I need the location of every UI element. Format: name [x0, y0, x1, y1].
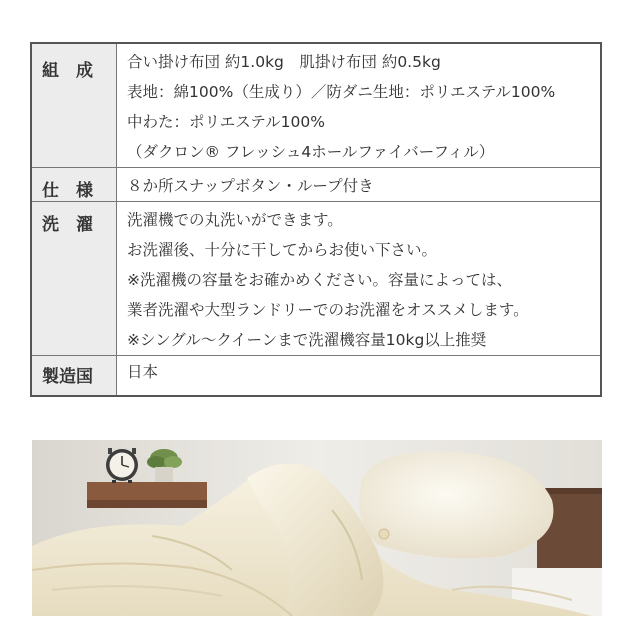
- composition-line-filling: 中わた：ポリエステル100%: [127, 113, 325, 131]
- spec-table: [30, 42, 602, 397]
- composition-line-fiber: （ダクロン® フレッシュ4ホールファイバーフィル）: [127, 143, 495, 161]
- spec-label-cell: [31, 202, 117, 356]
- washing-line: お洗濯後、十分に干してからお使い下さい。: [127, 241, 438, 259]
- spec-value-cell: [117, 202, 602, 356]
- composition-line-weights: 合い掛け布団 約1.0kg 肌掛け布団 約0.5kg: [127, 53, 441, 71]
- spec-label-cell: [31, 356, 117, 397]
- bedroom-duvet-illustration: [32, 440, 602, 616]
- spec-label-origin: 製造国: [42, 367, 93, 387]
- spec-label-composition: 組 成: [42, 61, 93, 81]
- spec-row-origin: [31, 356, 601, 397]
- snap-button: [379, 529, 389, 539]
- spec-label-washing: 洗 濯: [42, 215, 93, 235]
- washing-line: ※洗濯機の容量をお確かめください。容量によっては、: [127, 271, 512, 289]
- product-photo: [32, 440, 602, 616]
- spec-label-specification: 仕 様: [42, 181, 93, 201]
- spec-row-washing: [31, 202, 601, 356]
- composition-line-fabric: 表地：綿100%（生成り）／防ダニ生地：ポリエステル100%: [127, 83, 556, 101]
- nightstand: [87, 482, 207, 508]
- spec-value-cell: [117, 168, 602, 202]
- spec-label-cell: [31, 43, 117, 168]
- washing-line: 業者洗濯や大型ランドリーでのお洗濯をオススメします。: [127, 301, 529, 319]
- washing-line: 洗濯機での丸洗いができます。: [127, 211, 343, 229]
- spec-row-specification: [31, 168, 601, 202]
- spec-row-composition: [31, 43, 601, 168]
- washing-line: ※シングル～クイーンまで洗濯機容量10kg以上推奨: [127, 331, 487, 349]
- origin-line: 日本: [127, 363, 159, 381]
- spec-value-cell: [117, 43, 602, 168]
- spec-value-cell: [117, 356, 602, 397]
- specification-line: ８か所スナップボタン・ループ付き: [127, 177, 374, 195]
- spec-label-cell: [31, 168, 117, 202]
